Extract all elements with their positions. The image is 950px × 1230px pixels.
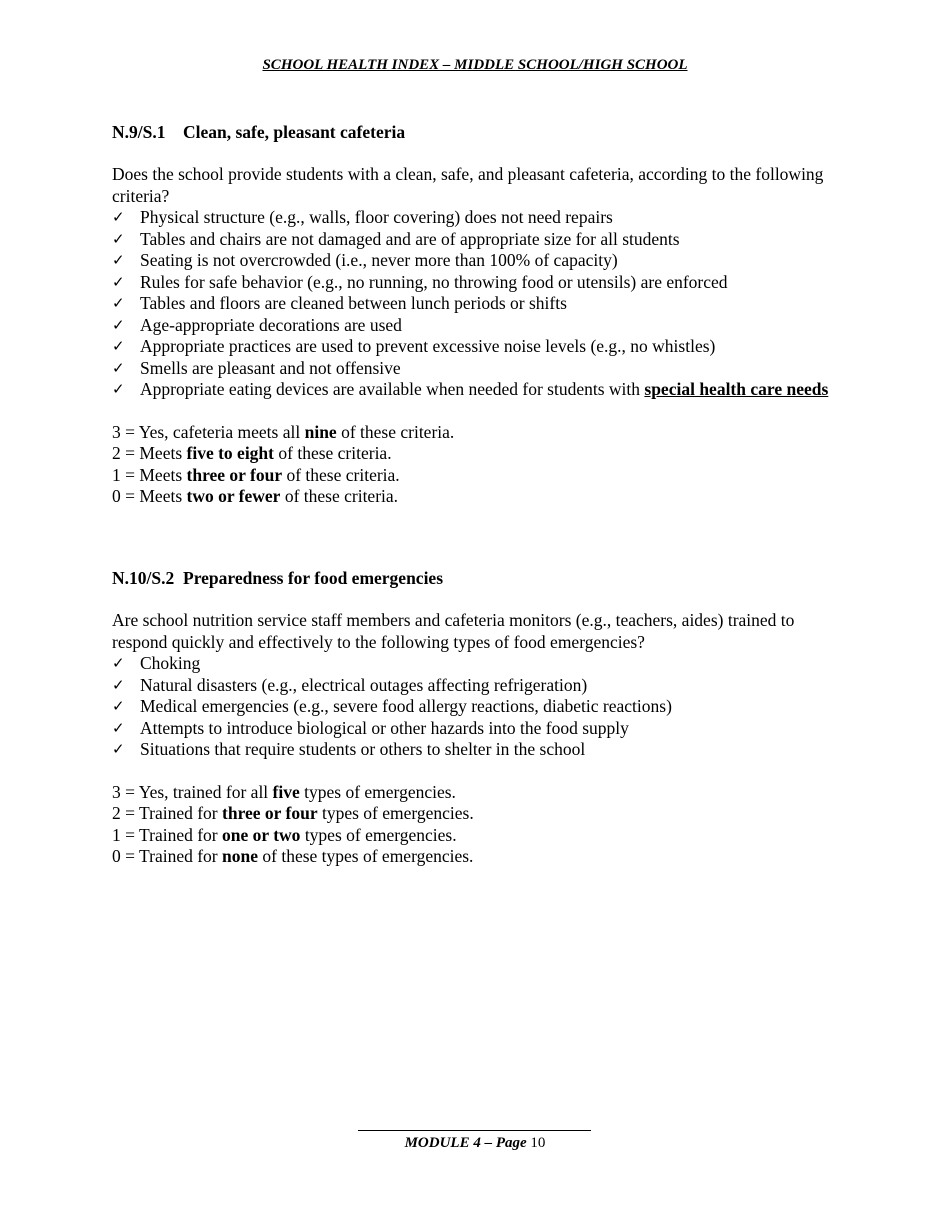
- criteria-item: ✓ Situations that require students or others to shelter in the school: [112, 739, 586, 759]
- section-cafeteria: [112, 122, 842, 508]
- section-title: [112, 122, 842, 142]
- score-line: 0 = Meets two or fewer of these criteria.: [112, 486, 399, 506]
- score-line: 3 = Yes, trained for all five types of emergencies.: [112, 781, 456, 802]
- score-line: 2 = Meets five to eight of these criteria.: [112, 443, 392, 463]
- criteria-item: ✓ Tables and chairs are not damaged and are of appropriate size for all students: [112, 228, 680, 249]
- criteria-item: ✓ Choking: [112, 653, 201, 673]
- special-health-care-needs-link[interactable]: special health care needs: [644, 379, 829, 399]
- section-title: [112, 568, 842, 588]
- scoring-list: [112, 422, 842, 508]
- criteria-item: ✓ Physical structure (e.g., walls, floor covering) does not need repairs: [112, 207, 613, 227]
- section-question: Does the school provide students with a clean, safe, and pleasant cafeteria, according to the following criteria?: [112, 164, 824, 206]
- checkmark-icon: ✓: [112, 675, 125, 694]
- section-code: N.9/S.1: [112, 122, 166, 142]
- running-header: SCHOOL HEALTH INDEX – MIDDLE SCHOOL/HIGH SCHOOL: [262, 57, 688, 73]
- checkmark-icon: ✓: [112, 740, 125, 758]
- criteria-item: ✓ Appropriate eating devices are available when needed for students with special health care needs: [112, 379, 829, 399]
- section-code: N.10/S.2: [112, 568, 175, 588]
- checkmark-icon: ✓: [112, 380, 125, 398]
- page-footer: [0, 1134, 950, 1152]
- score-line: 0 = Trained for none of these types of emergencies.: [112, 846, 474, 866]
- page-number: 10: [530, 1135, 546, 1151]
- section-title-text: Preparedness for food emergencies: [183, 568, 444, 588]
- checkmark-icon: ✓: [112, 337, 125, 355]
- section-food-emergencies: [112, 568, 842, 868]
- score-line: 3 = Yes, cafeteria meets all nine of these criteria.: [112, 421, 455, 442]
- scoring-list: [112, 782, 842, 868]
- checkmark-icon: ✓: [112, 718, 125, 737]
- score-line: 1 = Meets three or four of these criteria.: [112, 464, 400, 485]
- footer-module: MODULE 4 – Page: [404, 1135, 527, 1151]
- criteria-item: ✓ Medical emergencies (e.g., severe food allergy reactions, diabetic reactions): [112, 696, 672, 716]
- footer-divider: [358, 1130, 591, 1131]
- checkmark-icon: ✓: [112, 229, 125, 248]
- criteria-item: ✓ Tables and floors are cleaned between lunch periods or shifts: [112, 293, 567, 313]
- criteria-item: ✓ Rules for safe behavior (e.g., no running, no throwing food or utensils) are enforced: [112, 271, 728, 292]
- checkmark-icon: ✓: [112, 697, 125, 715]
- checkmark-icon: ✓: [112, 315, 125, 334]
- checkmark-icon: ✓: [112, 251, 125, 269]
- checkmark-icon: ✓: [112, 208, 125, 226]
- criteria-item: ✓ Appropriate practices are used to prevent excessive noise levels (e.g., no whistles): [112, 336, 716, 356]
- criteria-list: [112, 207, 842, 401]
- checkmark-icon: ✓: [112, 654, 125, 672]
- criteria-list: [112, 653, 842, 761]
- score-line: 1 = Trained for one or two types of emergencies.: [112, 824, 457, 845]
- criteria-item: ✓ Seating is not overcrowded (i.e., never more than 100% of capacity): [112, 250, 618, 270]
- checkmark-icon: ✓: [112, 358, 125, 377]
- criteria-item: ✓ Attempts to introduce biological or other hazards into the food supply: [112, 717, 629, 738]
- checkmark-icon: ✓: [112, 272, 125, 291]
- section-title-text: Clean, safe, pleasant cafeteria: [183, 122, 406, 142]
- score-line: 2 = Trained for three or four types of emergencies.: [112, 803, 474, 823]
- criteria-item: ✓ Natural disasters (e.g., electrical outages affecting refrigeration): [112, 674, 588, 695]
- section-question: Are school nutrition service staff members and cafeteria monitors (e.g., teachers, aides) trained to respond quickly and effectively to the following types of food emergencies?: [112, 610, 795, 652]
- criteria-item: ✓ Smells are pleasant and not offensive: [112, 357, 401, 378]
- checkmark-icon: ✓: [112, 294, 125, 312]
- criteria-item: ✓ Age-appropriate decorations are used: [112, 314, 402, 335]
